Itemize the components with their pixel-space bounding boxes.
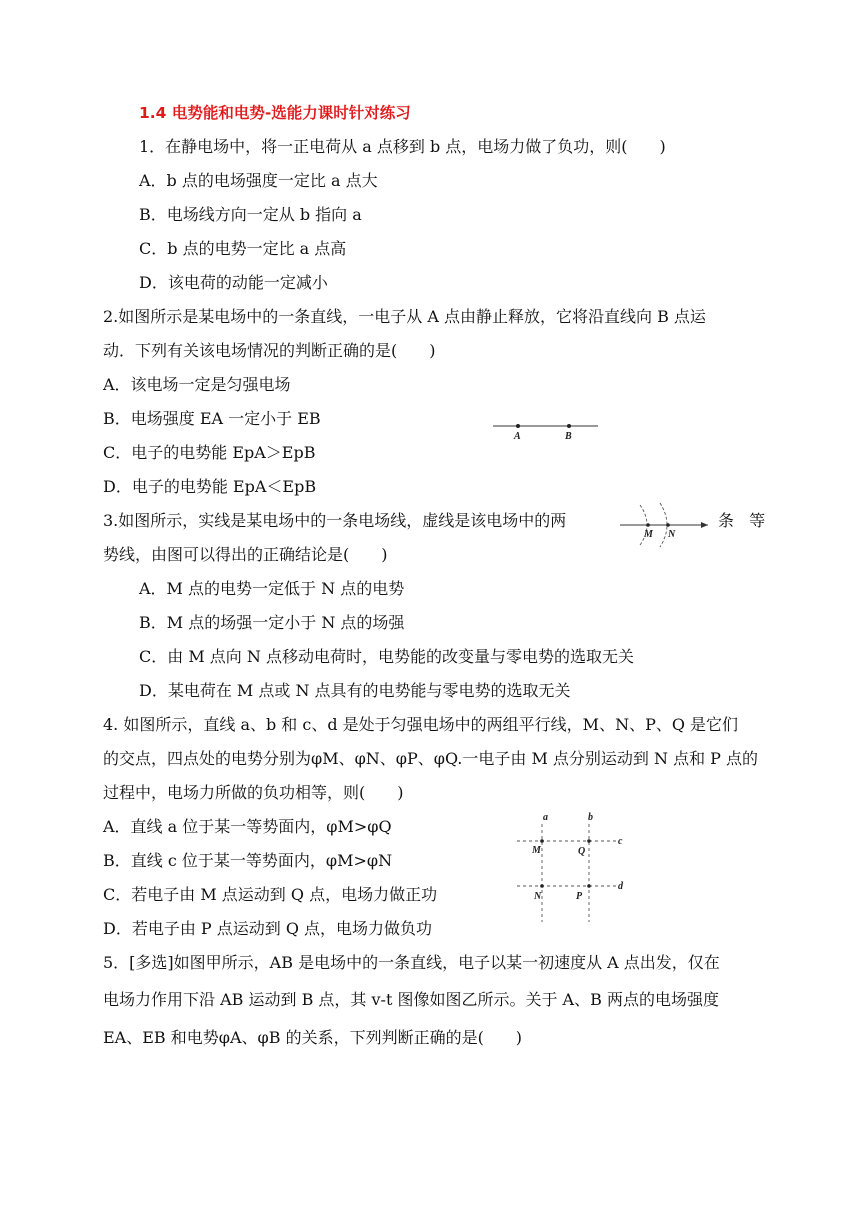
q2-point-b bbox=[567, 424, 571, 428]
q3-point-m bbox=[646, 523, 650, 527]
q4-label-b: b bbox=[588, 812, 593, 823]
q2-label-b: B bbox=[565, 431, 572, 442]
q3-option-c: C．由 M 点向 N 点移动电荷时，电势能的改变量与零电势的选取无关 bbox=[139, 647, 634, 666]
q3-stem-line1: 3.如图所示，实线是某电场中的一条电场线，虚线是该电场中的两 bbox=[103, 511, 567, 530]
q4-stem-line3: 过程中，电场力所做的负功相等，则( ) bbox=[103, 783, 404, 802]
q4-figure bbox=[512, 810, 632, 924]
q3-figure bbox=[618, 500, 714, 548]
q1-option-d: D．该电荷的动能一定减小 bbox=[139, 273, 328, 292]
q2-option-a: A．该电场一定是匀强电场 bbox=[103, 375, 291, 394]
q3-option-a: A．M 点的电势一定低于 N 点的电势 bbox=[139, 579, 405, 598]
q3-label-n: N bbox=[668, 529, 676, 540]
q5-stem-line1: 5．[多选]如图甲所示，AB 是电场中的一条直线，电子以某一初速度从 A 点出发，仅在 bbox=[103, 953, 720, 972]
q2-point-a bbox=[516, 424, 520, 428]
q4-point-n bbox=[540, 884, 544, 888]
q4-option-d: D．若电子由 P 点运动到 Q 点，电场力做负功 bbox=[103, 919, 433, 938]
q3-point-n bbox=[666, 523, 670, 527]
q1-option-b: B．电场线方向一定从 b 指向 a bbox=[139, 205, 362, 224]
q4-option-a: A．直线 a 位于某一等势面内，φM>φQ bbox=[103, 817, 392, 836]
q3-option-b: B．M 点的场强一定小于 N 点的场强 bbox=[139, 613, 405, 632]
q1-stem: 1．在静电场中，将一正电荷从 a 点移到 b 点，电场力做了负功，则( ) bbox=[139, 137, 666, 156]
q4-label-q: Q bbox=[578, 846, 586, 857]
q2-option-d: D．电子的电势能 EpA＜EpB bbox=[103, 477, 317, 496]
page-title: 1.4 电势能和电势-选能力课时针对练习 bbox=[139, 104, 411, 122]
q3-arrow-icon bbox=[701, 522, 708, 528]
q2-stem-line1: 2.如图所示是某电场中的一条直线，一电子从 A 点由静止释放，它将沿直线向 B 点运 bbox=[103, 307, 706, 326]
q1-option-a: A．b 点的电场强度一定比 a 点大 bbox=[139, 171, 378, 190]
q2-stem-line2: 动．下列有关该电场情况的判断正确的是( ) bbox=[103, 341, 436, 360]
q2-label-a: A bbox=[514, 431, 521, 442]
q4-label-d: d bbox=[618, 881, 623, 892]
q2-figure bbox=[490, 415, 602, 443]
q4-label-p: P bbox=[576, 891, 583, 902]
q1-option-c: C．b 点的电势一定比 a 点高 bbox=[139, 239, 347, 258]
q4-stem-line1: 4. 如图所示，直线 a、b 和 c、d 是处于匀强电场中的两组平行线，M、N、P、Q 是它们 bbox=[103, 715, 739, 734]
q3-option-d: D．某电荷在 M 点或 N 点具有的电势能与零电势的选取无关 bbox=[139, 681, 571, 700]
q4-label-c: c bbox=[618, 836, 623, 847]
q4-option-b: B．直线 c 位于某一等势面内，φM>φN bbox=[103, 851, 393, 870]
q4-point-m bbox=[540, 839, 544, 843]
q3-label-m: M bbox=[644, 529, 653, 540]
q2-option-c: C．电子的电势能 EpA＞EpB bbox=[103, 443, 316, 462]
q4-option-c: C．若电子由 M 点运动到 Q 点，电场力做正功 bbox=[103, 885, 438, 904]
q4-point-p bbox=[587, 884, 591, 888]
q4-point-q bbox=[587, 839, 591, 843]
q3-stem-line2: 势线，由图可以得出的正确结论是( ) bbox=[103, 545, 388, 564]
q4-label-n: N bbox=[534, 891, 542, 902]
q4-stem-line2: 的交点，四点处的电势分别为φM、φN、φP、φQ.一电子由 M 点分别运动到 N 点和 P 点的 bbox=[103, 749, 759, 768]
q2-option-b: B．电场强度 EA 一定小于 EB bbox=[103, 409, 321, 428]
q3-stem-line1-tail: 条 等 bbox=[718, 511, 766, 530]
q4-label-a: a bbox=[543, 812, 548, 823]
q5-stem-line2: 电场力作用下沿 AB 运动到 B 点，其 v-t 图像如图乙所示。关于 A、B 两点的电场强度 bbox=[103, 990, 719, 1009]
q5-stem-line3: EA、EB 和电势φA、φB 的关系，下列判断正确的是( ) bbox=[103, 1028, 523, 1047]
q4-label-m: M bbox=[532, 845, 541, 856]
